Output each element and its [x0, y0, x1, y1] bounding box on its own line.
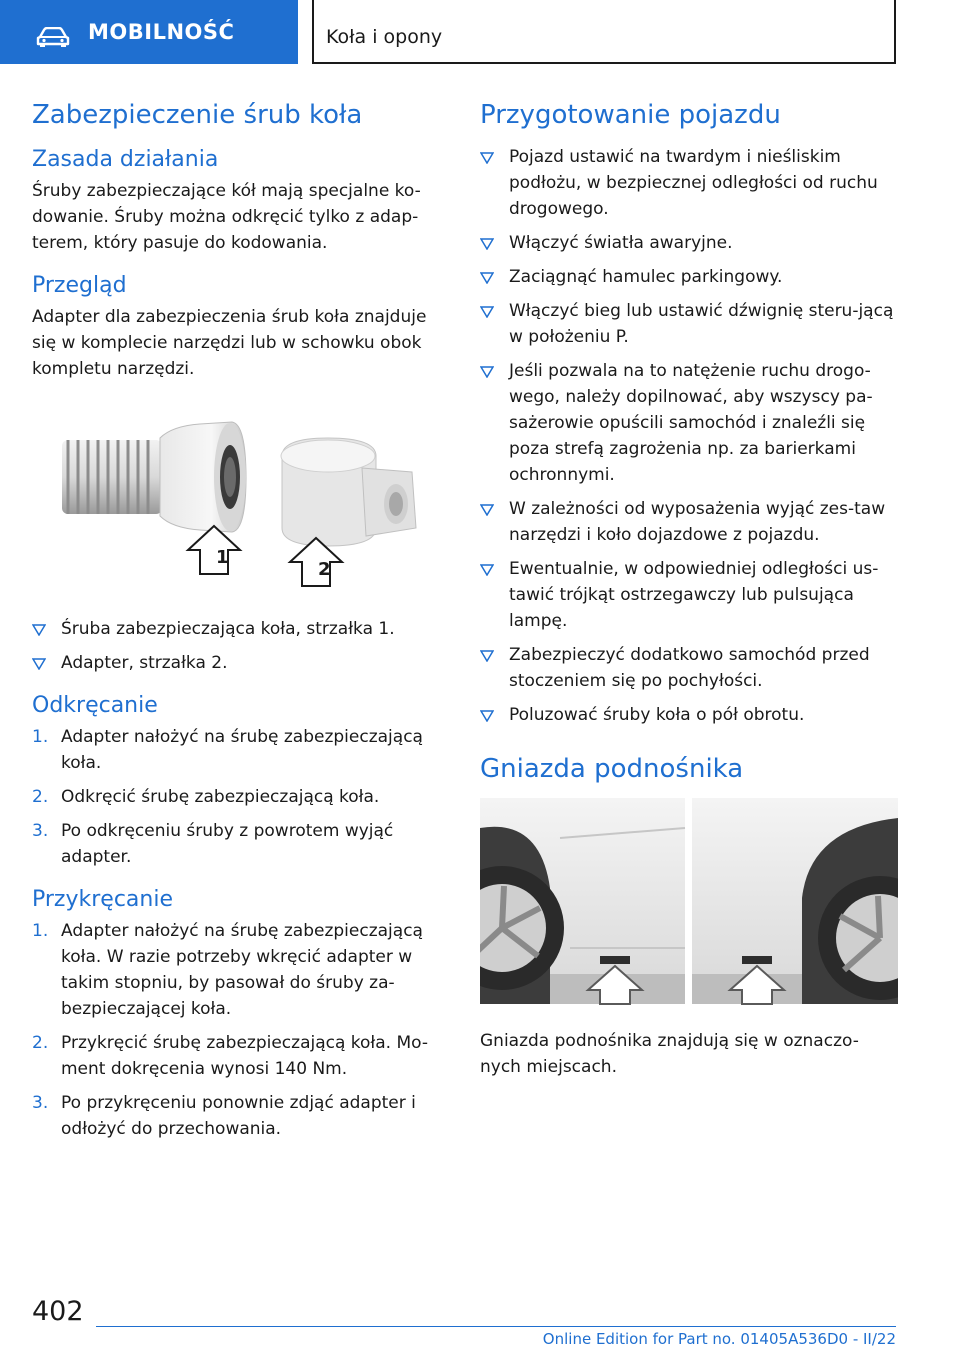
jack-points-figure [480, 798, 898, 1008]
triangle-bullet-icon [480, 272, 494, 284]
heading-jack-points: Gniazda podnośnika [480, 754, 744, 784]
triangle-bullet-icon [480, 650, 494, 662]
chapter-title: Koła i opony [326, 26, 443, 48]
footer-divider [96, 1326, 896, 1327]
overview-list [32, 616, 450, 676]
heading-unscrew: Odkręcanie [32, 693, 158, 718]
section-title: MOBILNOŚĆ [88, 20, 235, 44]
overview-text: Adapter dla zabezpieczenia śrub koła znajduje się w komplecie narzędzi lub w schowku obok kompletu narzędzi. [32, 307, 427, 379]
list-item: Pojazd ustawić na twardym i nieśliskim podłożu, w bezpiecznej odległości od ruchu drogowego. [480, 144, 898, 222]
list-item: 3. Po odkręceniu śruby z powrotem wyjąć adapter. [32, 821, 394, 867]
triangle-bullet-icon [480, 564, 494, 576]
list-item: Zaciągnąć hamulec parkingowy. [480, 264, 898, 290]
prep-list [480, 144, 898, 728]
list-item: 3. Po przykręceniu ponownie zdjąć adapter i odłożyć do przechowania. [32, 1093, 416, 1139]
wheel-lock-figure [32, 398, 450, 598]
chapter-header [312, 0, 896, 64]
triangle-bullet-icon [32, 658, 46, 670]
list-item: Poluzować śruby koła o pół obrotu. [480, 702, 898, 728]
list-item: Ewentualnie, w odpowiedniej odległości us-tawić trójkąt ostrzegawczy lub pulsująca lampę. [480, 556, 898, 634]
label-1: 1 [216, 547, 229, 568]
unscrew-steps [32, 724, 450, 870]
triangle-bullet-icon [480, 504, 494, 516]
list-item: 1. Adapter nałożyć na śrubę zabezpieczającą koła. W razie potrzeby wkręcić adapter w takim stopniu, by pasował do śruby za-bezpieczającej koła. [32, 921, 423, 1019]
list-item: Włączyć bieg lub ustawić dźwignię steru-jącą w położeniu P. [480, 298, 898, 350]
bolt-thread [62, 440, 162, 514]
arrow-1 [188, 526, 240, 574]
list-item: Włączyć światła awaryjne. [480, 230, 898, 256]
list-item: Adapter, strzałka 2. [32, 650, 450, 676]
heading-screw: Przykręcanie [32, 887, 173, 912]
heading-overview: Przegląd [32, 273, 127, 298]
right-column [480, 96, 898, 1094]
heading-vehicle-prep: Przygotowanie pojazdu [480, 100, 781, 130]
list-item: Jeśli pozwala na to natężenie ruchu drogo-wego, należy dopilnować, aby wszyscy pa-sażerowie opuścili samochód i znaleźli się poza strefą zagrożenia np. za barierkami ochronnymi. [480, 358, 898, 488]
list-item: Śruba zabezpieczająca koła, strzałka 1. [32, 616, 450, 642]
principle-text: Śruby zabezpieczające kół mają specjalne ko-dowanie. Śruby można odkręcić tylko z adap-terem, który pasuje do kodowania. [32, 181, 421, 253]
left-column [32, 96, 450, 1156]
triangle-bullet-icon [32, 624, 46, 636]
list-item: Zabezpieczyć dodatkowo samochód przed stoczeniem się po pochyłości. [480, 642, 898, 694]
triangle-bullet-icon [480, 306, 494, 318]
car-icon [36, 27, 70, 47]
triangle-bullet-icon [480, 710, 494, 722]
heading-wheel-lock: Zabezpieczenie śrub koła [32, 100, 363, 130]
list-item: 1. Adapter nałożyć na śrubę zabezpieczającą koła. [32, 727, 423, 773]
triangle-bullet-icon [480, 366, 494, 378]
section-tab[interactable] [0, 0, 298, 64]
list-item: 2. Odkręcić śrubę zabezpieczającą koła. [32, 787, 380, 807]
screw-steps [32, 918, 450, 1142]
label-2: 2 [318, 559, 331, 580]
triangle-bullet-icon [480, 152, 494, 164]
list-item: 2. Przykręcić śrubę zabezpieczającą koła. Mo-ment dokręcenia wynosi 140 Nm. [32, 1033, 429, 1079]
heading-principle: Zasada działania [32, 147, 219, 172]
triangle-bullet-icon [480, 238, 494, 250]
list-item: W zależności od wyposażenia wyjąć zes-taw narzędzi i koło dojazdowe z pojazdu. [480, 496, 898, 548]
page-number: 402 [32, 1296, 84, 1327]
jack-points-text: Gniazda podnośnika znajdują się w oznaczo-nych miejscach. [480, 1031, 859, 1077]
footer-edition: Online Edition for Part no. 01405A536D0 - II/22 [542, 1330, 896, 1348]
